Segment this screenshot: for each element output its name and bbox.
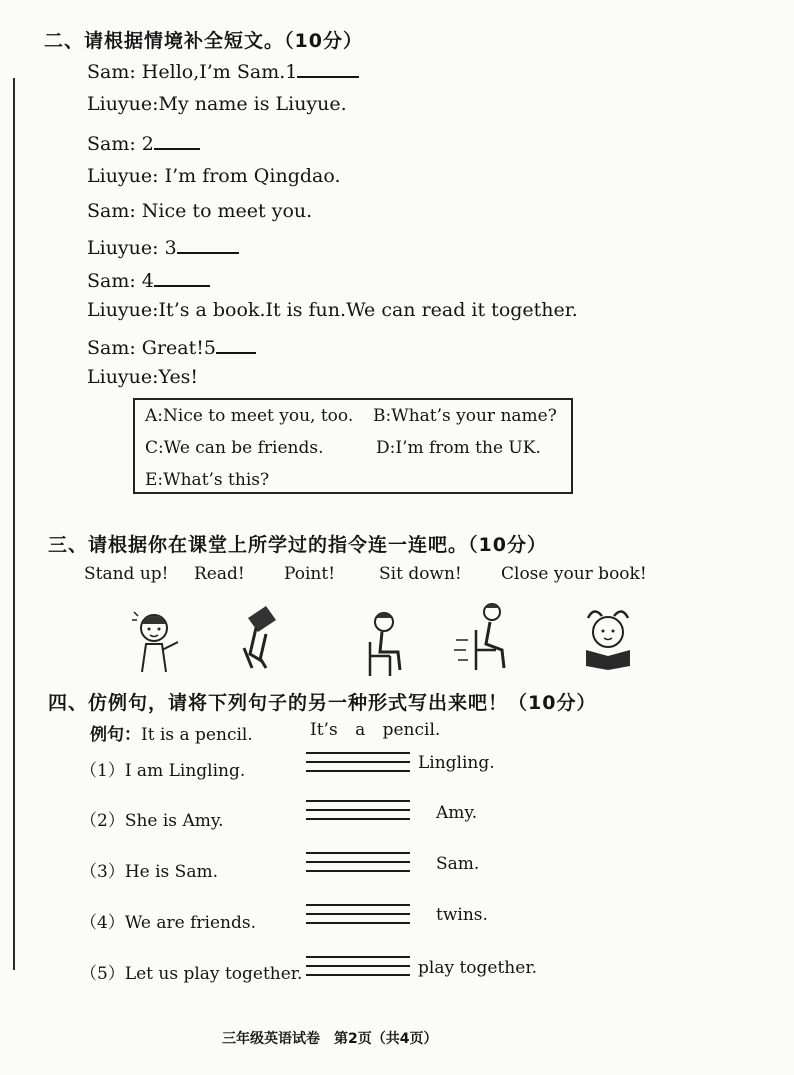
option-e: E:What’s this? — [145, 470, 270, 490]
binding-margin-line — [13, 78, 15, 970]
item-4-answer-lines[interactable] — [306, 904, 410, 934]
dialogue-line-9 — [87, 334, 256, 359]
option-d: D:I’m from the UK. — [376, 438, 541, 458]
command-stand-up[interactable]: Stand up! — [84, 564, 169, 584]
answer-blank-5[interactable] — [216, 334, 256, 354]
option-b: B:What’s your name? — [373, 406, 557, 426]
example-label: 例句： — [90, 725, 141, 745]
command-sit-down[interactable]: Sit down! — [379, 564, 462, 584]
hand-closing-book-icon[interactable] — [226, 598, 286, 670]
dialogue-line-7 — [87, 267, 210, 292]
item-3-answer-lines[interactable] — [306, 852, 410, 882]
item-5-prompt: （5）Let us play together. — [80, 964, 303, 984]
answer-blank-1[interactable] — [297, 58, 359, 78]
dialogue-line-8: Liuyue:It’s a book.It is fun.We can read it together. — [87, 299, 578, 321]
dialogue-line-10: Liuyue:Yes! — [87, 366, 199, 388]
dialogue-text: Liuyue: 3 — [87, 237, 177, 259]
item-2-prompt: （2）She is Amy. — [80, 811, 224, 831]
option-a: A:Nice to meet you, too. — [145, 406, 354, 426]
child-pointing-icon[interactable] — [124, 602, 184, 674]
item-4-prompt: （4）We are friends. — [80, 913, 256, 933]
item-1-prompt: （1）I am Lingling. — [80, 761, 246, 781]
item-4-tail: twins. — [436, 905, 488, 925]
dialogue-line-3 — [87, 130, 200, 155]
dialogue-text: Sam: Great!5 — [87, 337, 216, 359]
section4-heading: 四、仿例句，请将下列句子的另一种形式写出来吧！（10分） — [48, 692, 597, 714]
options-box — [133, 398, 573, 494]
child-standing-up-icon[interactable] — [452, 600, 512, 672]
page-footer: 三年级英语试卷 第2页（共4页） — [222, 1031, 438, 1047]
dialogue-text: Sam: 2 — [87, 133, 154, 155]
dialogue-line-2: Liuyue:My name is Liuyue. — [87, 93, 347, 115]
command-close-your-book[interactable]: Close your book! — [501, 564, 647, 584]
child-reading-icon[interactable] — [578, 604, 638, 676]
dialogue-line-5: Sam: Nice to meet you. — [87, 200, 313, 222]
answer-blank-2[interactable] — [154, 130, 200, 150]
answer-blank-3[interactable] — [177, 234, 239, 254]
item-1-answer-lines[interactable] — [306, 752, 410, 782]
dialogue-text: Sam: Hello,I’m Sam.1 — [87, 61, 298, 83]
option-c: C:We can be friends. — [145, 438, 324, 458]
item-5-tail: play together. — [418, 958, 537, 978]
dialogue-line-1 — [87, 58, 359, 83]
item-1-tail: Lingling. — [418, 753, 495, 773]
dialogue-text: Sam: 4 — [87, 270, 154, 292]
example-answer: It’s a pencil. — [310, 720, 441, 740]
command-point[interactable]: Point! — [284, 564, 336, 584]
example-row — [90, 720, 253, 745]
section2-heading: 二、请根据情境补全短文。（10分） — [44, 30, 363, 52]
item-5-answer-lines[interactable] — [306, 956, 410, 986]
dialogue-line-4: Liuyue: I’m from Qingdao. — [87, 165, 341, 187]
command-read[interactable]: Read! — [194, 564, 245, 584]
item-2-answer-lines[interactable] — [306, 800, 410, 830]
child-sitting-down-icon[interactable] — [356, 606, 416, 678]
answer-blank-4[interactable] — [154, 267, 210, 287]
item-3-prompt: （3）He is Sam. — [80, 862, 218, 882]
item-3-tail: Sam. — [436, 854, 480, 874]
example-sentence: It is a pencil. — [141, 725, 253, 745]
item-2-tail: Amy. — [436, 803, 478, 823]
dialogue-line-6 — [87, 234, 239, 259]
section3-heading: 三、请根据你在课堂上所学过的指令连一连吧。（10分） — [48, 534, 547, 556]
